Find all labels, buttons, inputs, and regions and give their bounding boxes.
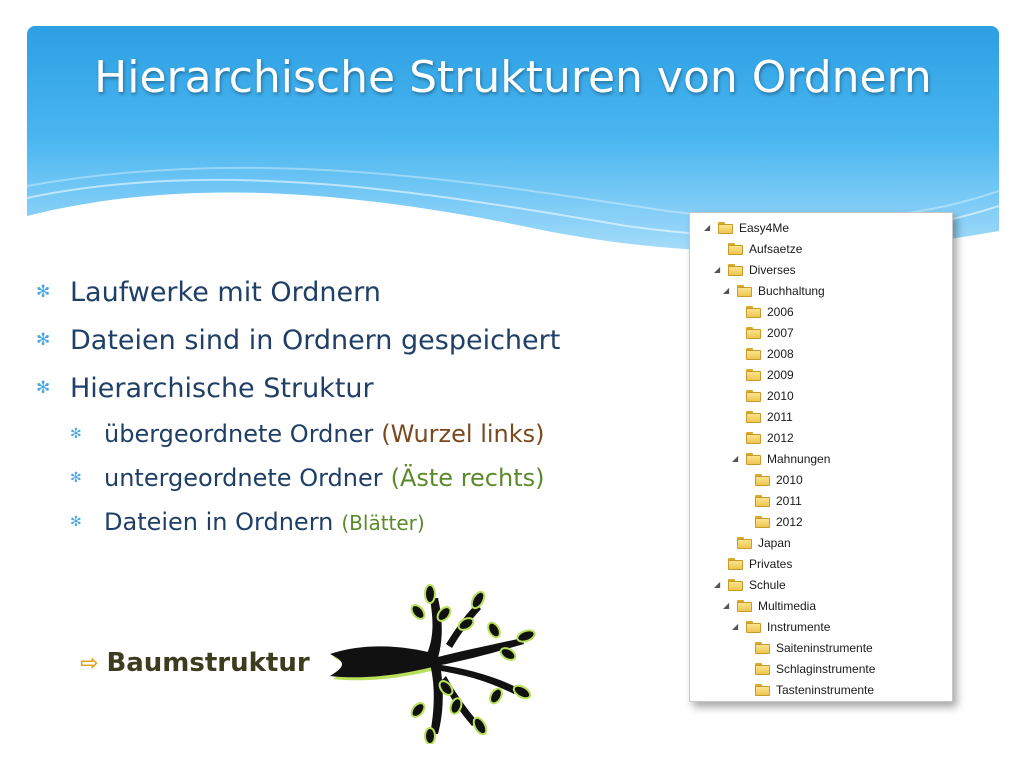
tree-node-label: Schule [749, 577, 786, 592]
tree-node[interactable] [741, 511, 803, 532]
sub-bullet-text: untergeordnete Ordner [104, 464, 383, 492]
triangle-expand-icon[interactable]: ◢ [704, 223, 711, 232]
tree-node-label: Schlaginstrumente [776, 661, 876, 676]
asterisk-bullet-icon: ✻ [36, 378, 51, 398]
folder-icon [755, 684, 770, 696]
triangle-expand-icon[interactable]: ◢ [732, 622, 739, 631]
folder-icon [755, 495, 770, 507]
bullet-item [36, 268, 656, 316]
sub-bullet-annotation: (Äste rechts) [390, 464, 545, 492]
tree-node-label: Diverses [749, 262, 796, 277]
folder-icon [746, 390, 761, 402]
tree-node[interactable] [732, 301, 794, 322]
sub-bullet-annotation: (Blätter) [341, 511, 425, 535]
tree-node-label: 2012 [767, 430, 794, 445]
folder-icon [737, 600, 752, 612]
folder-icon [746, 348, 761, 360]
tree-node[interactable] [732, 364, 794, 385]
folder-icon [728, 243, 743, 255]
tree-node[interactable] [714, 259, 796, 280]
folder-icon [728, 558, 743, 570]
conclusion [80, 648, 310, 678]
folder-tree-panel [689, 212, 953, 702]
tree-node-label: 2011 [767, 409, 793, 424]
triangle-expand-icon[interactable]: ◢ [714, 580, 721, 589]
tree-node[interactable] [704, 217, 789, 238]
tree-node[interactable] [732, 385, 794, 406]
triangle-expand-icon[interactable]: ◢ [723, 601, 730, 610]
folder-icon [737, 537, 752, 549]
tree-node[interactable] [741, 679, 874, 700]
conclusion-text: Baumstruktur [106, 648, 310, 678]
tree-illustration [326, 584, 536, 744]
tree-node[interactable] [723, 595, 816, 616]
tree-node[interactable] [741, 658, 875, 679]
folder-icon [746, 369, 761, 381]
tree-node-label: 2011 [776, 493, 802, 508]
tree-node[interactable] [723, 280, 825, 301]
tree-node-label: Multimedia [758, 598, 817, 613]
tree-node[interactable] [714, 553, 792, 574]
tree-node-label: 2010 [776, 472, 803, 487]
bullet-item [36, 316, 656, 364]
bullet-list [36, 268, 656, 544]
tree-node[interactable] [741, 490, 802, 511]
bullet-text: Hierarchische Struktur [70, 372, 374, 404]
folder-icon [746, 411, 761, 423]
tree-node-label: Mahnungen [767, 451, 831, 466]
sub-bullet-item [36, 456, 656, 500]
folder-icon [755, 642, 770, 654]
triangle-expand-icon[interactable]: ◢ [714, 265, 721, 274]
tree-node-label: 2008 [767, 346, 794, 361]
sub-bullet-item [36, 412, 656, 456]
asterisk-bullet-icon: ✻ [36, 282, 51, 302]
tree-node-label: Saiteninstrumente [776, 640, 873, 655]
folder-icon [755, 474, 770, 486]
triangle-expand-icon[interactable]: ◢ [723, 286, 730, 295]
tree-node[interactable] [741, 469, 803, 490]
tree-node-label: 2012 [776, 514, 803, 529]
tree-node-label: 2010 [767, 388, 794, 403]
tree-node[interactable] [732, 616, 830, 637]
tree-node[interactable] [714, 574, 786, 595]
folder-icon [746, 432, 761, 444]
tree-node[interactable] [714, 238, 802, 259]
bullet-item [36, 364, 656, 412]
sub-bullet-text: übergeordnete Ordner [104, 420, 374, 448]
tree-node-label: Aufsaetze [749, 241, 803, 256]
sub-bullet-annotation: (Wurzel links) [381, 420, 545, 448]
tree-node-label: 2009 [767, 367, 794, 382]
folder-icon [755, 663, 770, 675]
tree-node-label: Japan [758, 535, 791, 550]
folder-icon [728, 579, 743, 591]
asterisk-bullet-icon: ✻ [36, 330, 51, 350]
tree-node[interactable] [732, 448, 830, 469]
folder-icon [755, 516, 770, 528]
folder-icon [746, 327, 761, 339]
tree-node-label: Buchhaltung [758, 283, 825, 298]
folder-icon [746, 306, 761, 318]
asterisk-bullet-icon: ✻ [70, 426, 82, 442]
folder-icon [737, 285, 752, 297]
tree-node-label: Privates [749, 556, 793, 571]
arrow-right-icon: ⇨ [80, 650, 99, 676]
tree-node-label: Tasteninstrumente [776, 682, 875, 697]
tree-node[interactable] [732, 427, 794, 448]
folder-icon [746, 621, 761, 633]
asterisk-bullet-icon: ✻ [70, 514, 82, 530]
tree-node[interactable] [732, 343, 794, 364]
bullet-text: Dateien sind in Ordnern gespeichert [70, 324, 561, 356]
asterisk-bullet-icon: ✻ [70, 470, 82, 486]
folder-icon [718, 222, 733, 234]
tree-node[interactable] [732, 322, 794, 343]
tree-node[interactable] [741, 637, 873, 658]
tree-node-label: 2006 [767, 304, 794, 319]
slide-title: Hierarchische Strukturen von Ordnern [94, 52, 932, 103]
tree-node-label: Instrumente [767, 619, 831, 634]
sub-bullet-item [36, 500, 656, 544]
bullet-text: Laufwerke mit Ordnern [70, 276, 381, 308]
triangle-expand-icon[interactable]: ◢ [732, 454, 739, 463]
tree-node[interactable] [732, 406, 793, 427]
tree-node-label: 2007 [767, 325, 794, 340]
sub-bullet-text: Dateien in Ordnern [104, 508, 334, 536]
folder-icon [728, 264, 743, 276]
folder-icon [746, 453, 761, 465]
tree-node[interactable] [723, 532, 791, 553]
tree-node-label: Easy4Me [739, 220, 790, 235]
